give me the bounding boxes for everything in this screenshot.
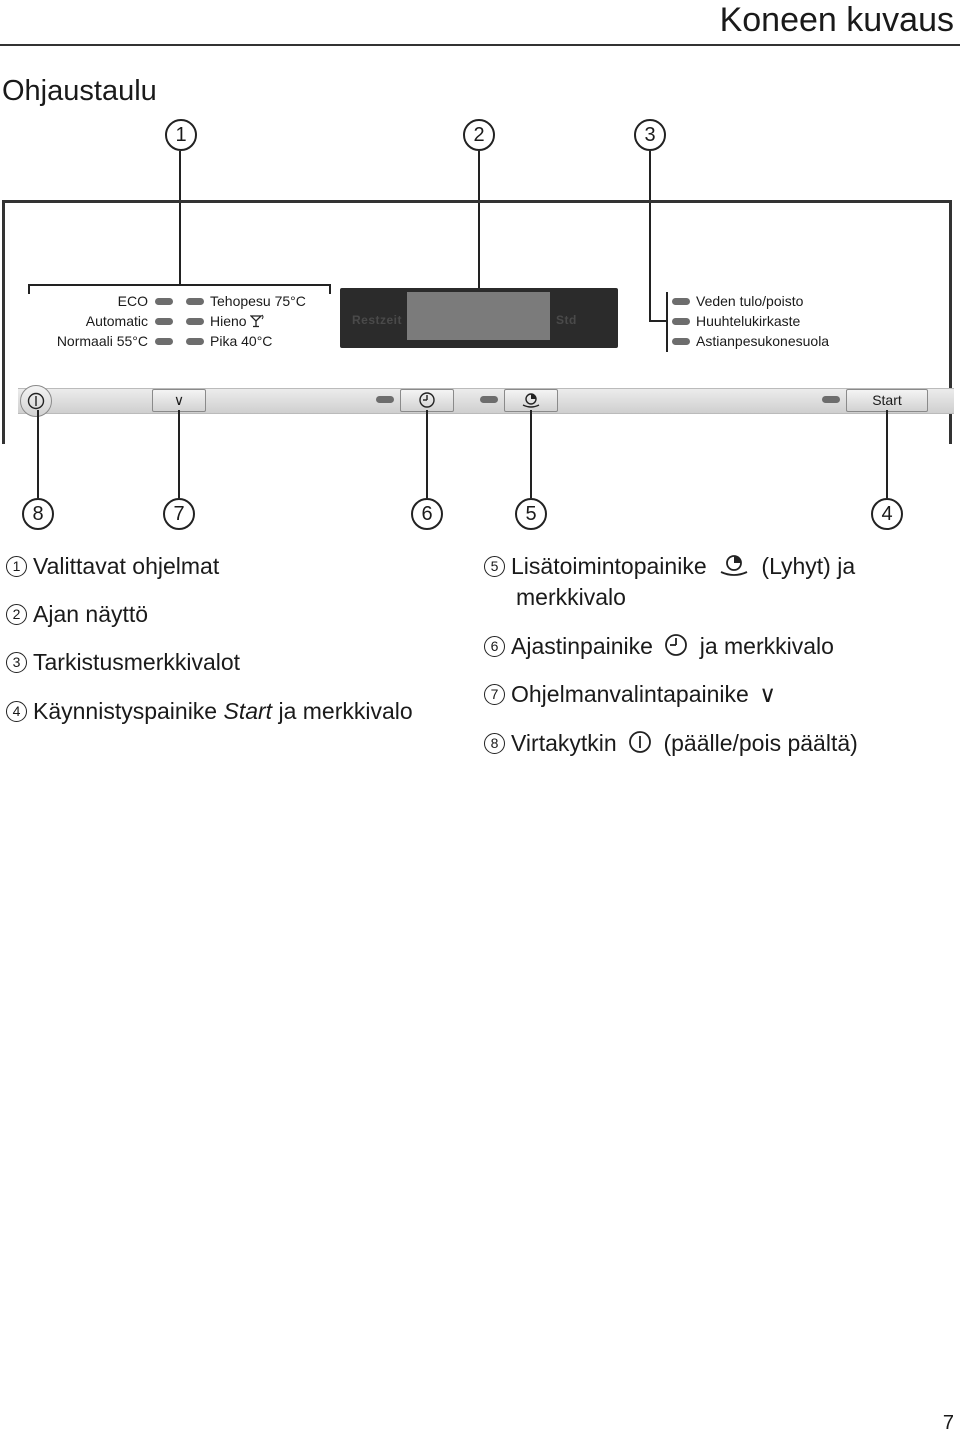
- legend-text: Tarkistusmerkkivalot: [33, 649, 241, 675]
- legend-number: 2: [6, 604, 27, 625]
- indicator-water-label: Veden tulo/poisto: [696, 293, 804, 309]
- chevron-down-icon: ∨: [759, 681, 777, 707]
- page-header-title: Koneen kuvaus: [719, 1, 954, 39]
- legend-number: 8: [484, 733, 505, 754]
- program-pika-led: [186, 338, 204, 345]
- legend-text: (päälle/pois päältä): [663, 730, 858, 756]
- legend-item-8: [484, 729, 858, 757]
- callout-3: 3: [634, 119, 666, 151]
- display-restzeit-text: Restzeit: [352, 313, 403, 327]
- callout-1: 1: [165, 119, 197, 151]
- legend-item-7: [484, 680, 776, 708]
- clock-icon: [663, 632, 689, 658]
- legend-number: 1: [6, 556, 27, 577]
- leader-line-4: [886, 410, 888, 498]
- leader-line-8: [37, 410, 39, 498]
- callout-2: 2: [463, 119, 495, 151]
- legend-text: Ohjelmanvalintapainike: [511, 681, 749, 707]
- program-normaali-led: [155, 338, 173, 345]
- time-display: [340, 288, 618, 348]
- legend-number: 7: [484, 684, 505, 705]
- legend-item-3: [6, 648, 240, 676]
- legend-number: 3: [6, 652, 27, 673]
- legend-item-5: [484, 552, 855, 580]
- program-select-button[interactable]: [152, 389, 206, 412]
- extra-function-led: [480, 396, 498, 403]
- extra-function-button[interactable]: [504, 389, 558, 412]
- chevron-down-icon: ∨: [173, 392, 185, 408]
- program-automatic-label: Automatic: [85, 313, 148, 329]
- legend-item-2: [6, 600, 148, 628]
- indicator-salt-led: [672, 338, 690, 345]
- legend-start-italic: Start: [223, 698, 273, 724]
- power-icon: [627, 729, 653, 755]
- start-led: [822, 396, 840, 403]
- indicator-salt-label: Astianpesukonesuola: [696, 333, 830, 349]
- display-std-text: Std: [556, 313, 577, 327]
- legend-item-5-line2: merkkivalo: [516, 584, 626, 610]
- leader-line-7: [178, 410, 180, 498]
- callout-5: 5: [515, 498, 547, 530]
- legend-text: ja merkkivalo: [699, 633, 834, 659]
- page-number: 7: [942, 1412, 954, 1434]
- program-hieno-row: [210, 313, 266, 329]
- program-eco-led: [155, 298, 173, 305]
- indicator-water-led: [672, 298, 690, 305]
- header-rule: [0, 44, 960, 46]
- indicator-rinse-aid-label: Huuhtelukirkaste: [696, 313, 801, 329]
- legend-number: 6: [484, 636, 505, 657]
- callout-8: 8: [22, 498, 54, 530]
- legend-item-6: [484, 632, 834, 660]
- program-tehopesu-led: [186, 298, 204, 305]
- program-hieno-label: Hieno: [210, 313, 247, 329]
- legend-text: Lisätoimintopainike: [511, 553, 707, 579]
- legend-number: 5: [484, 556, 505, 577]
- callout-7: 7: [163, 498, 195, 530]
- leader-line-6: [426, 410, 428, 498]
- legend-text: Virtakytkin: [511, 730, 617, 756]
- start-button[interactable]: Start: [846, 389, 928, 412]
- display-screen: [407, 292, 550, 340]
- legend-item-4: [6, 697, 413, 725]
- section-title: Ohjaustaulu: [2, 75, 157, 107]
- legend-text: (Lyhyt) ja: [761, 553, 856, 579]
- short-wash-icon: [521, 391, 541, 409]
- short-wash-icon: [717, 552, 751, 578]
- legend-text: Käynnistyspainike: [33, 698, 224, 724]
- glass-icon: [250, 314, 266, 328]
- leader-line-5: [530, 410, 532, 498]
- legend-text: ja merkkivalo: [272, 698, 413, 724]
- power-icon: [21, 386, 51, 416]
- clock-icon: [418, 391, 436, 409]
- power-button[interactable]: [20, 385, 52, 417]
- program-normaali-label: Normaali 55°C: [56, 333, 148, 349]
- timer-led: [376, 396, 394, 403]
- legend-text: Ajan näyttö: [33, 601, 149, 627]
- legend-number: 4: [6, 701, 27, 722]
- program-pika-label: Pika 40°C: [210, 333, 273, 349]
- timer-button[interactable]: [400, 389, 454, 412]
- program-hieno-led: [186, 318, 204, 325]
- legend-text: Ajastinpainike: [511, 633, 653, 659]
- callout-6: 6: [411, 498, 443, 530]
- legend-text: Valittavat ohjelmat: [33, 553, 220, 579]
- indicator-rinse-aid-led: [672, 318, 690, 325]
- legend-item-1: [6, 552, 219, 580]
- program-tehopesu-label: Tehopesu 75°C: [210, 293, 306, 309]
- program-automatic-led: [155, 318, 173, 325]
- program-eco-label: ECO: [117, 293, 148, 309]
- callout-4: 4: [871, 498, 903, 530]
